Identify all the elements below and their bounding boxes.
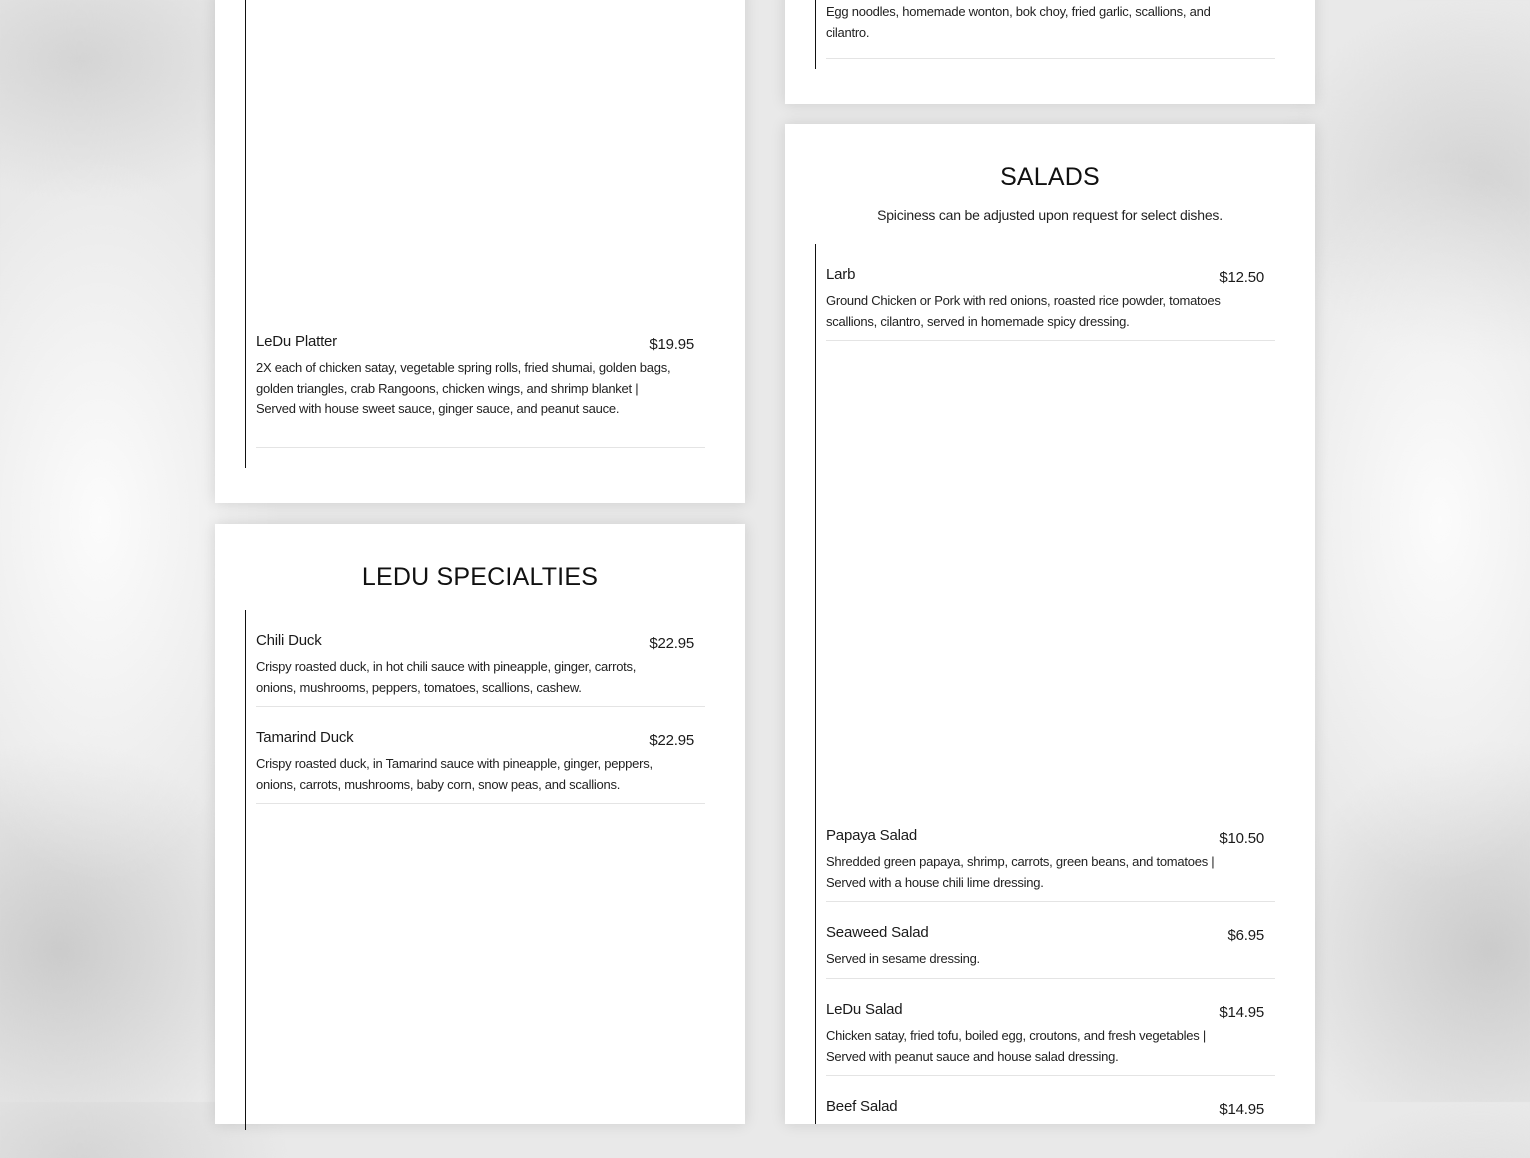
menu-item-name: Papaya Salad (826, 827, 918, 844)
appetizers-card (215, 0, 745, 503)
menu-item-price: $19.95 (649, 336, 694, 353)
menu-item-description: Shredded green papaya, shrimp, carrots, green beans, and tomatoes | Served with a house chili lime dressing. (826, 854, 1215, 890)
menu-item (826, 1098, 1275, 1158)
appetizers-list (245, 0, 706, 468)
menu-item-name: Beef Salad (826, 1098, 898, 1115)
menu-item-name: Seaweed Salad (826, 924, 929, 941)
menu-item-price: $6.95 (1227, 927, 1264, 944)
menu-item-description: Crispy roasted duck, in Tamarind sauce with pineapple, ginger, peppers, onions, carrots, mushrooms, baby corn, snow peas, and scallions. (256, 756, 653, 792)
menu-item-price: $10.50 (1219, 830, 1264, 847)
menu-item-description: Crispy roasted duck, in hot chili sauce with pineapple, ginger, carrots, onions, mushrooms, peppers, tomatoes, scallions, cashew. (256, 659, 637, 695)
section-title: LEDU SPECIALTIES (361, 563, 599, 591)
menu-item (256, 632, 705, 707)
menu-item-description: Chicken satay, fried tofu, boiled egg, croutons, and fresh vegetables | Served with peanut sauce and house salad dressing. (826, 1028, 1206, 1064)
menu-item-name: Tamarind Duck (256, 729, 354, 746)
noodle-soup-list (815, 0, 1276, 69)
salads-list (815, 244, 1276, 1124)
menu-item-price: $14.95 (1219, 1101, 1264, 1118)
menu-item-name: LeDu Salad (826, 1001, 903, 1018)
menu-item (826, 266, 1275, 341)
section-title: SALADS (1000, 163, 1100, 191)
menu-item (256, 333, 705, 448)
menu-item-name: LeDu Platter (256, 333, 337, 350)
menu-item (256, 729, 705, 804)
menu-item-price: $12.50 (1219, 269, 1264, 286)
noodle-soup-card (785, 0, 1315, 104)
menu-item (826, 1001, 1275, 1076)
menu-item-description: Served in sesame dressing. (826, 951, 980, 966)
menu-item-description: Ground Chicken or Pork with red onions, roasted rice powder, tomatoes scallions, cilantro, served in homemade spicy dressing. (826, 293, 1221, 329)
menu-item (826, 827, 1275, 902)
section-note: Spiciness can be adjusted upon request for select dishes. (877, 207, 1223, 223)
menu-item-description: 2X each of chicken satay, vegetable spring rolls, fried shumai, golden bags, golden triangles, crab Rangoons, chicken wings, and shrimp blanket | Served with house sweet sauce, ginger sauce, and peanut sauce. (256, 360, 671, 416)
menu-item-name: Chili Duck (256, 632, 322, 649)
menu-item-price: $22.95 (649, 732, 694, 749)
menu-item (826, 0, 1275, 59)
specialties-list (245, 610, 706, 1130)
menu-item-price: $22.95 (649, 635, 694, 652)
menu-item-name: Larb (826, 266, 856, 283)
menu-item-price: $14.95 (1219, 1004, 1264, 1021)
ledu-specialties-card (215, 524, 745, 1124)
menu-item-description: Egg noodles, homemade wonton, bok choy, fried garlic, scallions, and cilantro. (826, 4, 1211, 40)
salads-card (785, 124, 1315, 1124)
menu-item (826, 924, 1275, 979)
